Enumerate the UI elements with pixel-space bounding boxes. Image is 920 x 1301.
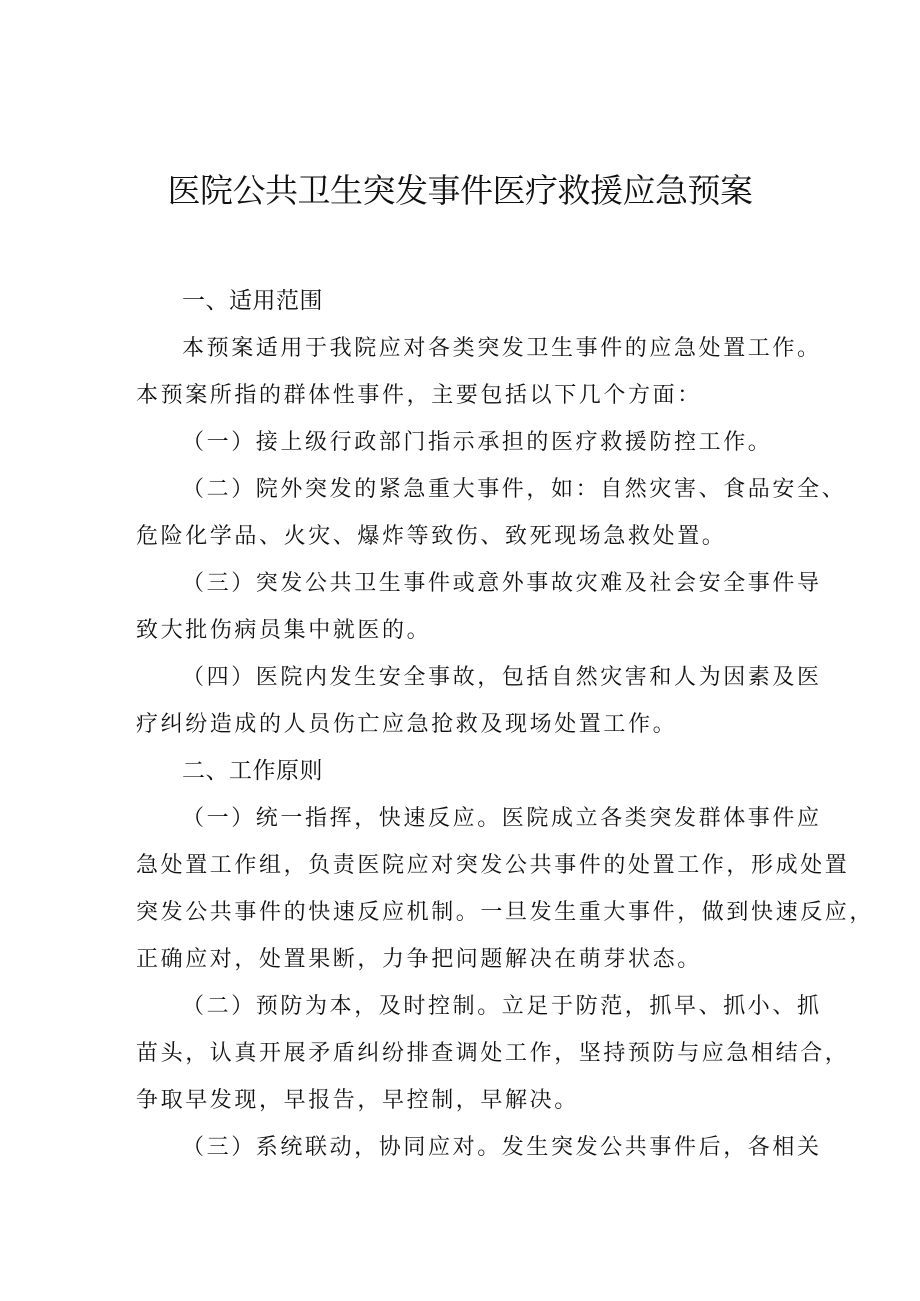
section-heading: 一、适用范围 [182, 288, 323, 314]
paragraph-line: （一）接上级行政部门指示承担的医疗救援防控工作。 [182, 430, 773, 455]
document-title: 医院公共卫生突发事件医疗救援应急预案 [167, 171, 753, 210]
paragraph-line: 危险化学品、火灾、爆炸等致伤、致死现场急救处置。 [136, 524, 727, 549]
paragraph-line: （一）统一指挥，快速反应。医院成立各类突发群体事件应 [182, 806, 822, 831]
paragraph-line: （二）预防为本，及时控制。立足于防范，抓早、抓小、抓 [182, 994, 822, 1019]
paragraph-line: 本预案适用于我院应对各类突发卫生事件的应急处置工作。 [182, 336, 822, 361]
paragraph-line: 争取早发现，早报告，早控制，早解决。 [136, 1088, 579, 1113]
section-heading: 二、工作原则 [182, 758, 323, 784]
paragraph-line: 致大批伤病员集中就医的。 [136, 618, 432, 643]
paragraph-line: 突发公共事件的快速反应机制。一旦发生重大事件，做到快速反应， [136, 900, 875, 925]
paragraph-line: 本预案所指的群体性事件，主要包括以下几个方面： [136, 383, 702, 408]
paragraph-line: （二）院外突发的紧急重大事件，如：自然灾害、食品安全、 [182, 477, 847, 502]
paragraph-line: （三）突发公共卫生事件或意外事故灾难及社会安全事件导 [182, 571, 822, 596]
paragraph-line: 正确应对，处置果断，力争把问题解决在萌芽状态。 [136, 947, 702, 972]
document-body [136, 278, 875, 1171]
paragraph-line: 疗纠纷造成的人员伤亡应急抢救及现场处置工作。 [136, 712, 678, 737]
paragraph-line: （三）系统联动，协同应对。发生突发公共事件后，各相关 [182, 1135, 822, 1160]
paragraph-line: 苗头，认真开展矛盾纠纷排查调处工作，坚持预防与应急相结合， [136, 1041, 850, 1066]
paragraph-line: 急处置工作组，负责医院应对突发公共事件的处置工作，形成处置 [136, 853, 850, 878]
paragraph-line: （四）医院内发生安全事故，包括自然灾害和人为因素及医 [182, 665, 822, 690]
